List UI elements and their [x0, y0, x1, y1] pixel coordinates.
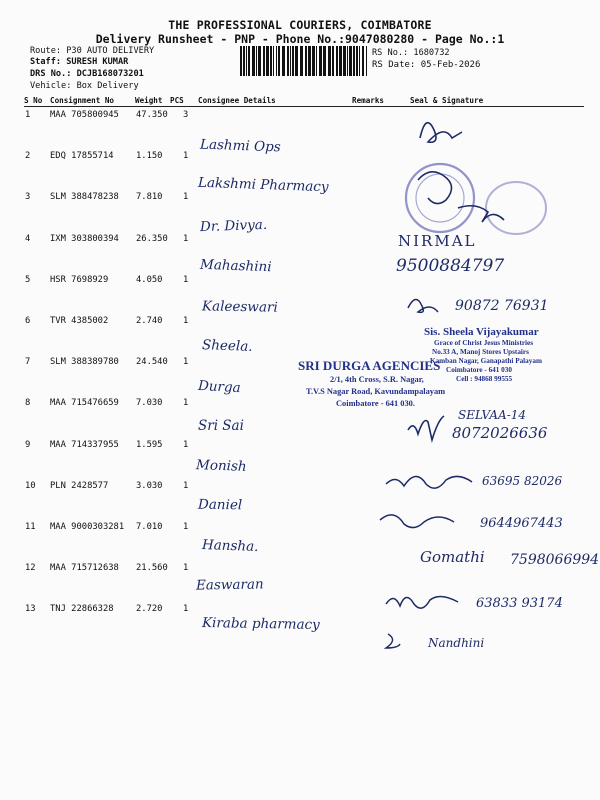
row-pcs: 1: [183, 357, 189, 368]
row-sno: 8: [25, 398, 31, 409]
note-nandhini: Nandhini: [428, 636, 485, 650]
sheela-stamp-line5: Cell : 94868 99555: [456, 375, 513, 383]
row-consignment-no: PLN 2428577: [50, 480, 109, 491]
row-consignee-handwritten: Hansha.: [201, 537, 259, 555]
row-consignee-handwritten: Lakshmi Pharmacy: [197, 174, 329, 196]
note-gomathi: Gomathi: [420, 548, 485, 566]
rs-number: RS No.: 1680732: [372, 48, 450, 58]
row-consignee-handwritten: Kiraba pharmacy: [201, 615, 320, 634]
row-consignment-no: MAA 9000303281: [50, 522, 125, 532]
route-label: Route: P30 AUTO DELIVERY: [30, 46, 155, 56]
row-consignment-no: MAA 705800945: [50, 110, 119, 120]
row-consignment-no: TNJ 22866328: [50, 604, 114, 615]
row-pcs: 1: [183, 604, 189, 615]
row-pcs: 1: [183, 563, 189, 574]
col-header-remarks: Remarks: [352, 96, 385, 105]
row-sno: 11: [25, 522, 36, 532]
vehicle-label: Vehicle: Box Delivery: [30, 81, 139, 91]
row-weight: 2.720: [136, 604, 163, 615]
row-consignee-handwritten: Daniel: [197, 496, 243, 514]
signature-icon: [400, 290, 460, 316]
row-consignment-no: TVR 4385002: [50, 316, 109, 326]
note-nirmal: NIRMAL: [398, 232, 477, 250]
row-sno: 12: [25, 563, 36, 574]
row-consignment-no: HSR 7698929: [50, 274, 109, 285]
note-phone-row12: 63833 93174: [476, 596, 563, 611]
row-pcs: 1: [183, 522, 189, 532]
durga-stamp-line1: 2/1, 4th Cross, S.R. Nagar,: [330, 375, 424, 384]
rs-date: RS Date: 05-Feb-2026: [372, 60, 481, 70]
row-consignee-handwritten: Sri Sai: [198, 418, 244, 435]
row-weight: 3.030: [136, 480, 163, 491]
row-sno: 1: [25, 110, 31, 120]
note-sel: SELVAA-14: [458, 408, 527, 422]
row-consignment-no: MAA 714337955: [50, 439, 119, 450]
row-sno: 7: [25, 357, 31, 368]
sheela-stamp-line2: No.33 A, Manoj Stores Upstairs: [432, 348, 529, 356]
sheela-stamp-line1: Grace of Christ Jesus Ministries: [434, 339, 534, 347]
row-consignee-handwritten: Sheela.: [201, 337, 253, 355]
note-phone-nirmal: 9500884797: [396, 256, 505, 276]
row-weight: 7.030: [136, 398, 163, 409]
col-header-sno: S No: [24, 96, 43, 105]
signature-icon: [374, 506, 478, 534]
row-consignee-handwritten: Lashmi Ops: [199, 136, 281, 156]
row-weight: 7.010: [136, 522, 163, 532]
durga-stamp-name: SRI DURGA AGENCIES: [298, 358, 441, 373]
row-weight: 47.350: [136, 110, 168, 120]
row-weight: 2.740: [136, 316, 163, 326]
row-weight: 26.350: [136, 233, 168, 244]
header-divider: [24, 106, 584, 107]
note-phone-row5: 90872 76931: [455, 298, 549, 314]
row-sno: 10: [25, 480, 36, 491]
note-phone-row9: 63695 82026: [482, 474, 563, 488]
row-sno: 9: [25, 439, 31, 450]
signature-icon: [402, 410, 452, 444]
row-pcs: 1: [183, 316, 189, 326]
row-consignee-handwritten: Durga: [197, 378, 242, 397]
runsheet-title: Delivery Runsheet - PNP - Phone No.:9047080280 - Page No.:1: [95, 32, 505, 46]
col-header-consignee: Consignee Details: [198, 96, 276, 105]
col-header-consignment: Consignment No: [50, 96, 115, 105]
col-header-signature: Seal & Signature: [410, 96, 484, 105]
row-pcs: 1: [183, 274, 189, 285]
row-consignment-no: SLM 388478238: [50, 192, 119, 203]
row-pcs: 1: [183, 233, 189, 244]
note-phone-row8: 8072026636: [452, 424, 548, 442]
row-pcs: 1: [183, 192, 189, 203]
row-weight: 1.150: [136, 151, 163, 162]
company-title: THE PROFESSIONAL COURIERS, COIMBATORE: [168, 18, 432, 32]
row-weight: 4.050: [136, 274, 163, 285]
row-consignee-handwritten: Monish: [195, 456, 247, 475]
durga-stamp-line3: Coimbatore - 641 030.: [336, 399, 415, 408]
signature-icon: [380, 588, 470, 616]
note-phone-row11: 7598066994: [510, 552, 600, 568]
row-weight: 7.810: [136, 192, 163, 203]
note-phone-row10: 9644967443: [480, 516, 563, 531]
col-header-pcs: PCS: [170, 96, 184, 105]
signature-icon: [382, 466, 486, 496]
row-consignee-handwritten: Kaleeswari: [201, 298, 278, 316]
row-pcs: 3: [183, 110, 189, 120]
row-consignment-no: MAA 715476659: [50, 398, 119, 409]
row-sno: 3: [25, 192, 31, 203]
sheela-stamp-name: Sis. Sheela Vijayakumar: [424, 326, 539, 338]
row-consignment-no: EDQ 17855714: [50, 151, 114, 162]
row-consignment-no: SLM 388389780: [50, 357, 119, 368]
row-consignee-handwritten: Mahashini: [199, 256, 272, 275]
courier-seal-icon: [398, 150, 548, 240]
row-consignment-no: MAA 715712638: [50, 563, 119, 574]
row-consignee-handwritten: Dr. Divya.: [199, 217, 268, 236]
drs-number: DRS No.: DCJB168073201: [30, 69, 144, 79]
row-pcs: 1: [183, 480, 189, 491]
row-pcs: 1: [183, 151, 189, 162]
row-sno: 13: [25, 604, 36, 615]
row-consignee-handwritten: Easwaran: [195, 576, 264, 594]
row-weight: 24.540: [136, 357, 168, 368]
signature-icon: [380, 110, 490, 150]
row-sno: 5: [25, 274, 31, 285]
row-sno: 4: [25, 233, 31, 244]
durga-stamp-line2: T.V.S Nagar Road, Kavundampalayam: [306, 387, 446, 396]
row-consignment-no: IXM 303800394: [50, 233, 119, 244]
row-pcs: 1: [183, 398, 189, 409]
staff-label: Staff: SURESH KUMAR: [30, 57, 129, 67]
row-pcs: 1: [183, 439, 189, 450]
sheela-stamp-line3: Kamban Nagar, Ganapathi Palayam: [430, 357, 542, 365]
row-sno: 2: [25, 151, 31, 162]
signature-icon: [380, 626, 420, 656]
barcode-icon: [240, 46, 368, 76]
row-weight: 21.560: [136, 563, 168, 574]
sheela-stamp-line4: Coimbatore - 641 030: [446, 366, 512, 374]
row-weight: 1.595: [136, 439, 163, 450]
col-header-weight: Weight: [135, 96, 163, 105]
row-sno: 6: [25, 316, 31, 326]
